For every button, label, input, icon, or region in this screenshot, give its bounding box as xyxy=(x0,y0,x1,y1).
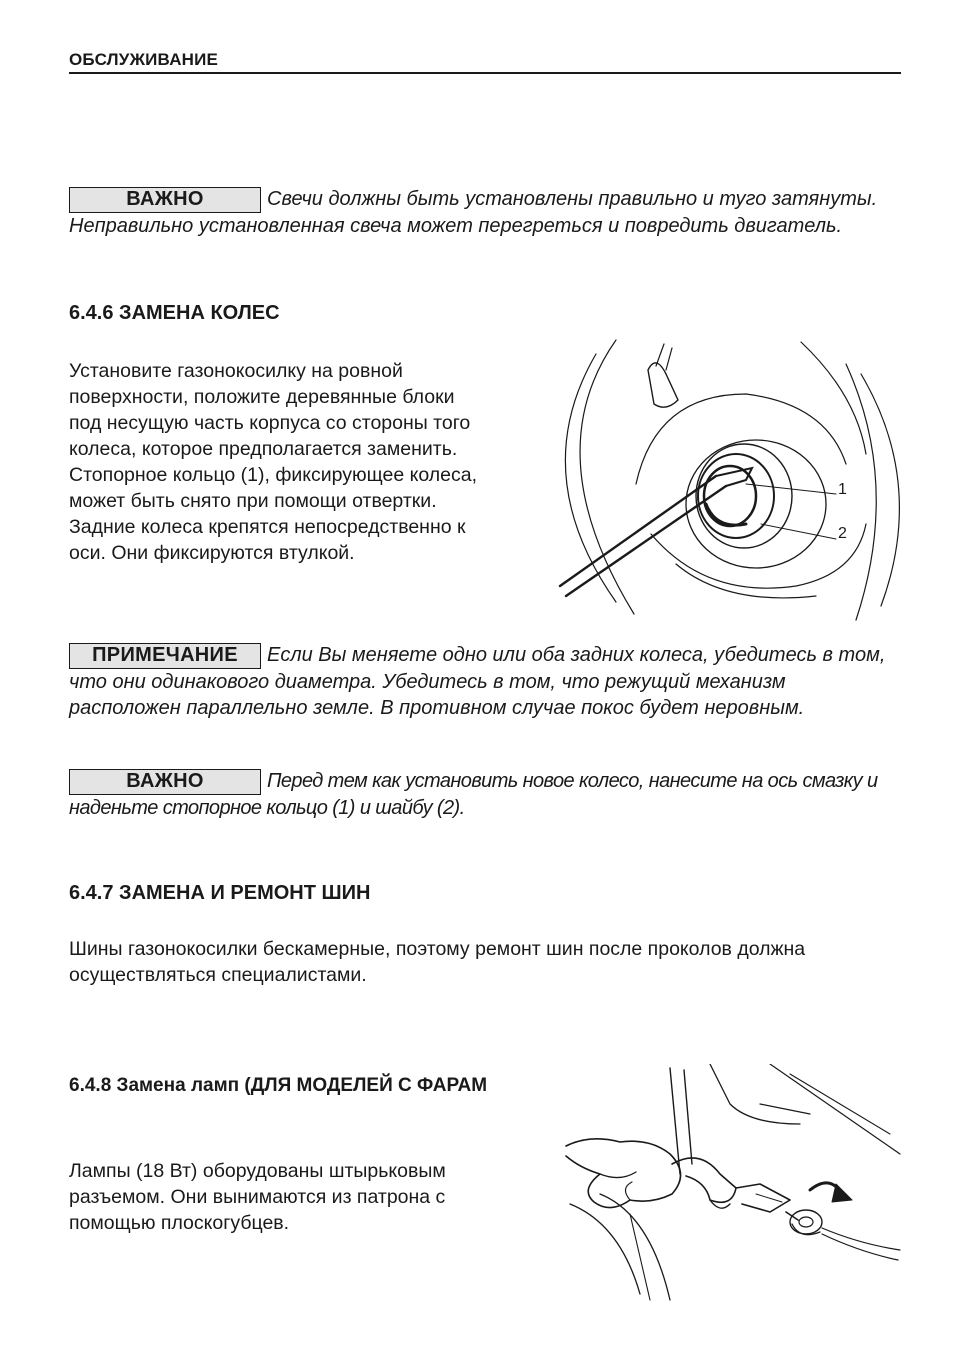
paragraph-line: Лампы (18 Вт) оборудованы штырьковым xyxy=(69,1160,446,1182)
paragraph-line: разъемом. Они вынимаются из патрона с xyxy=(69,1186,446,1208)
note-label: ПРИМЕЧАНИЕ xyxy=(69,643,261,669)
important-label: ВАЖНО xyxy=(69,187,261,213)
paragraph-line: Стопорное кольцо (1), фиксирующее колеса, xyxy=(69,464,478,486)
important-label: ВАЖНО xyxy=(69,769,261,795)
wheel-removal-illustration xyxy=(556,334,906,624)
section-title-lamp-replacement: 6.4.8 Замена ламп (ДЛЯ МОДЕЛЕЙ С ФАРАМ xyxy=(69,1075,488,1096)
important-notice-text: Перед тем как установить новое колесо, нанесите на ось смазку и наденьте стопорное кольцо (1) и шайбу (2). xyxy=(69,770,878,819)
paragraph-line: осуществляться специалистами. xyxy=(69,964,367,986)
paragraph-line: помощью плоскогубцев. xyxy=(69,1212,290,1234)
paragraph-line: Установите газонокосилку на ровной xyxy=(69,360,403,382)
lamp-replacement-paragraph xyxy=(69,1158,539,1236)
paragraph-line: может быть снято при помощи отвертки. xyxy=(69,490,437,512)
note-text: Если Вы меняете одно или оба задних колеса, убедитесь в том, что они одинакового диаметра. Убедитесь в том, что режущий механизм расположен параллельно земле. В противном случае покос будет неровным. xyxy=(69,644,886,719)
important-notice-spark-plugs xyxy=(69,186,899,239)
paragraph-line: Шины газонокосилки бескамерные, поэтому ремонт шин после проколов должна xyxy=(69,938,806,960)
note-rear-wheels xyxy=(69,642,899,721)
tire-repair-paragraph xyxy=(69,936,909,988)
paragraph-line: оси. Они фиксируются втулкой. xyxy=(69,542,355,564)
wheel-replacement-paragraph xyxy=(69,358,539,566)
callout-label-2: 2 xyxy=(838,525,847,542)
section-title-tire-repair: 6.4.7 ЗАМЕНА И РЕМОНТ ШИН xyxy=(69,882,371,904)
section-title-wheel-replacement: 6.4.6 ЗАМЕНА КОЛЕС xyxy=(69,302,280,324)
important-notice-axle xyxy=(69,768,899,821)
page-header-title: ОБСЛУЖИВАНИЕ xyxy=(69,50,219,69)
paragraph-line: поверхности, положите деревянные блоки xyxy=(69,386,455,408)
paragraph-line: Задние колеса крепятся непосредственно к xyxy=(69,516,466,538)
header-divider xyxy=(69,72,901,74)
callout-label-1: 1 xyxy=(838,481,847,498)
important-notice-text: Свечи должны быть установлены правильно и туго затянуты. Неправильно установленная свеча может перегреться и повредить двигатель. xyxy=(69,188,878,237)
paragraph-line: колеса, которое предполагается заменить. xyxy=(69,438,458,460)
lamp-removal-illustration xyxy=(560,1064,910,1304)
paragraph-line: под несущую часть корпуса со стороны того xyxy=(69,412,471,434)
